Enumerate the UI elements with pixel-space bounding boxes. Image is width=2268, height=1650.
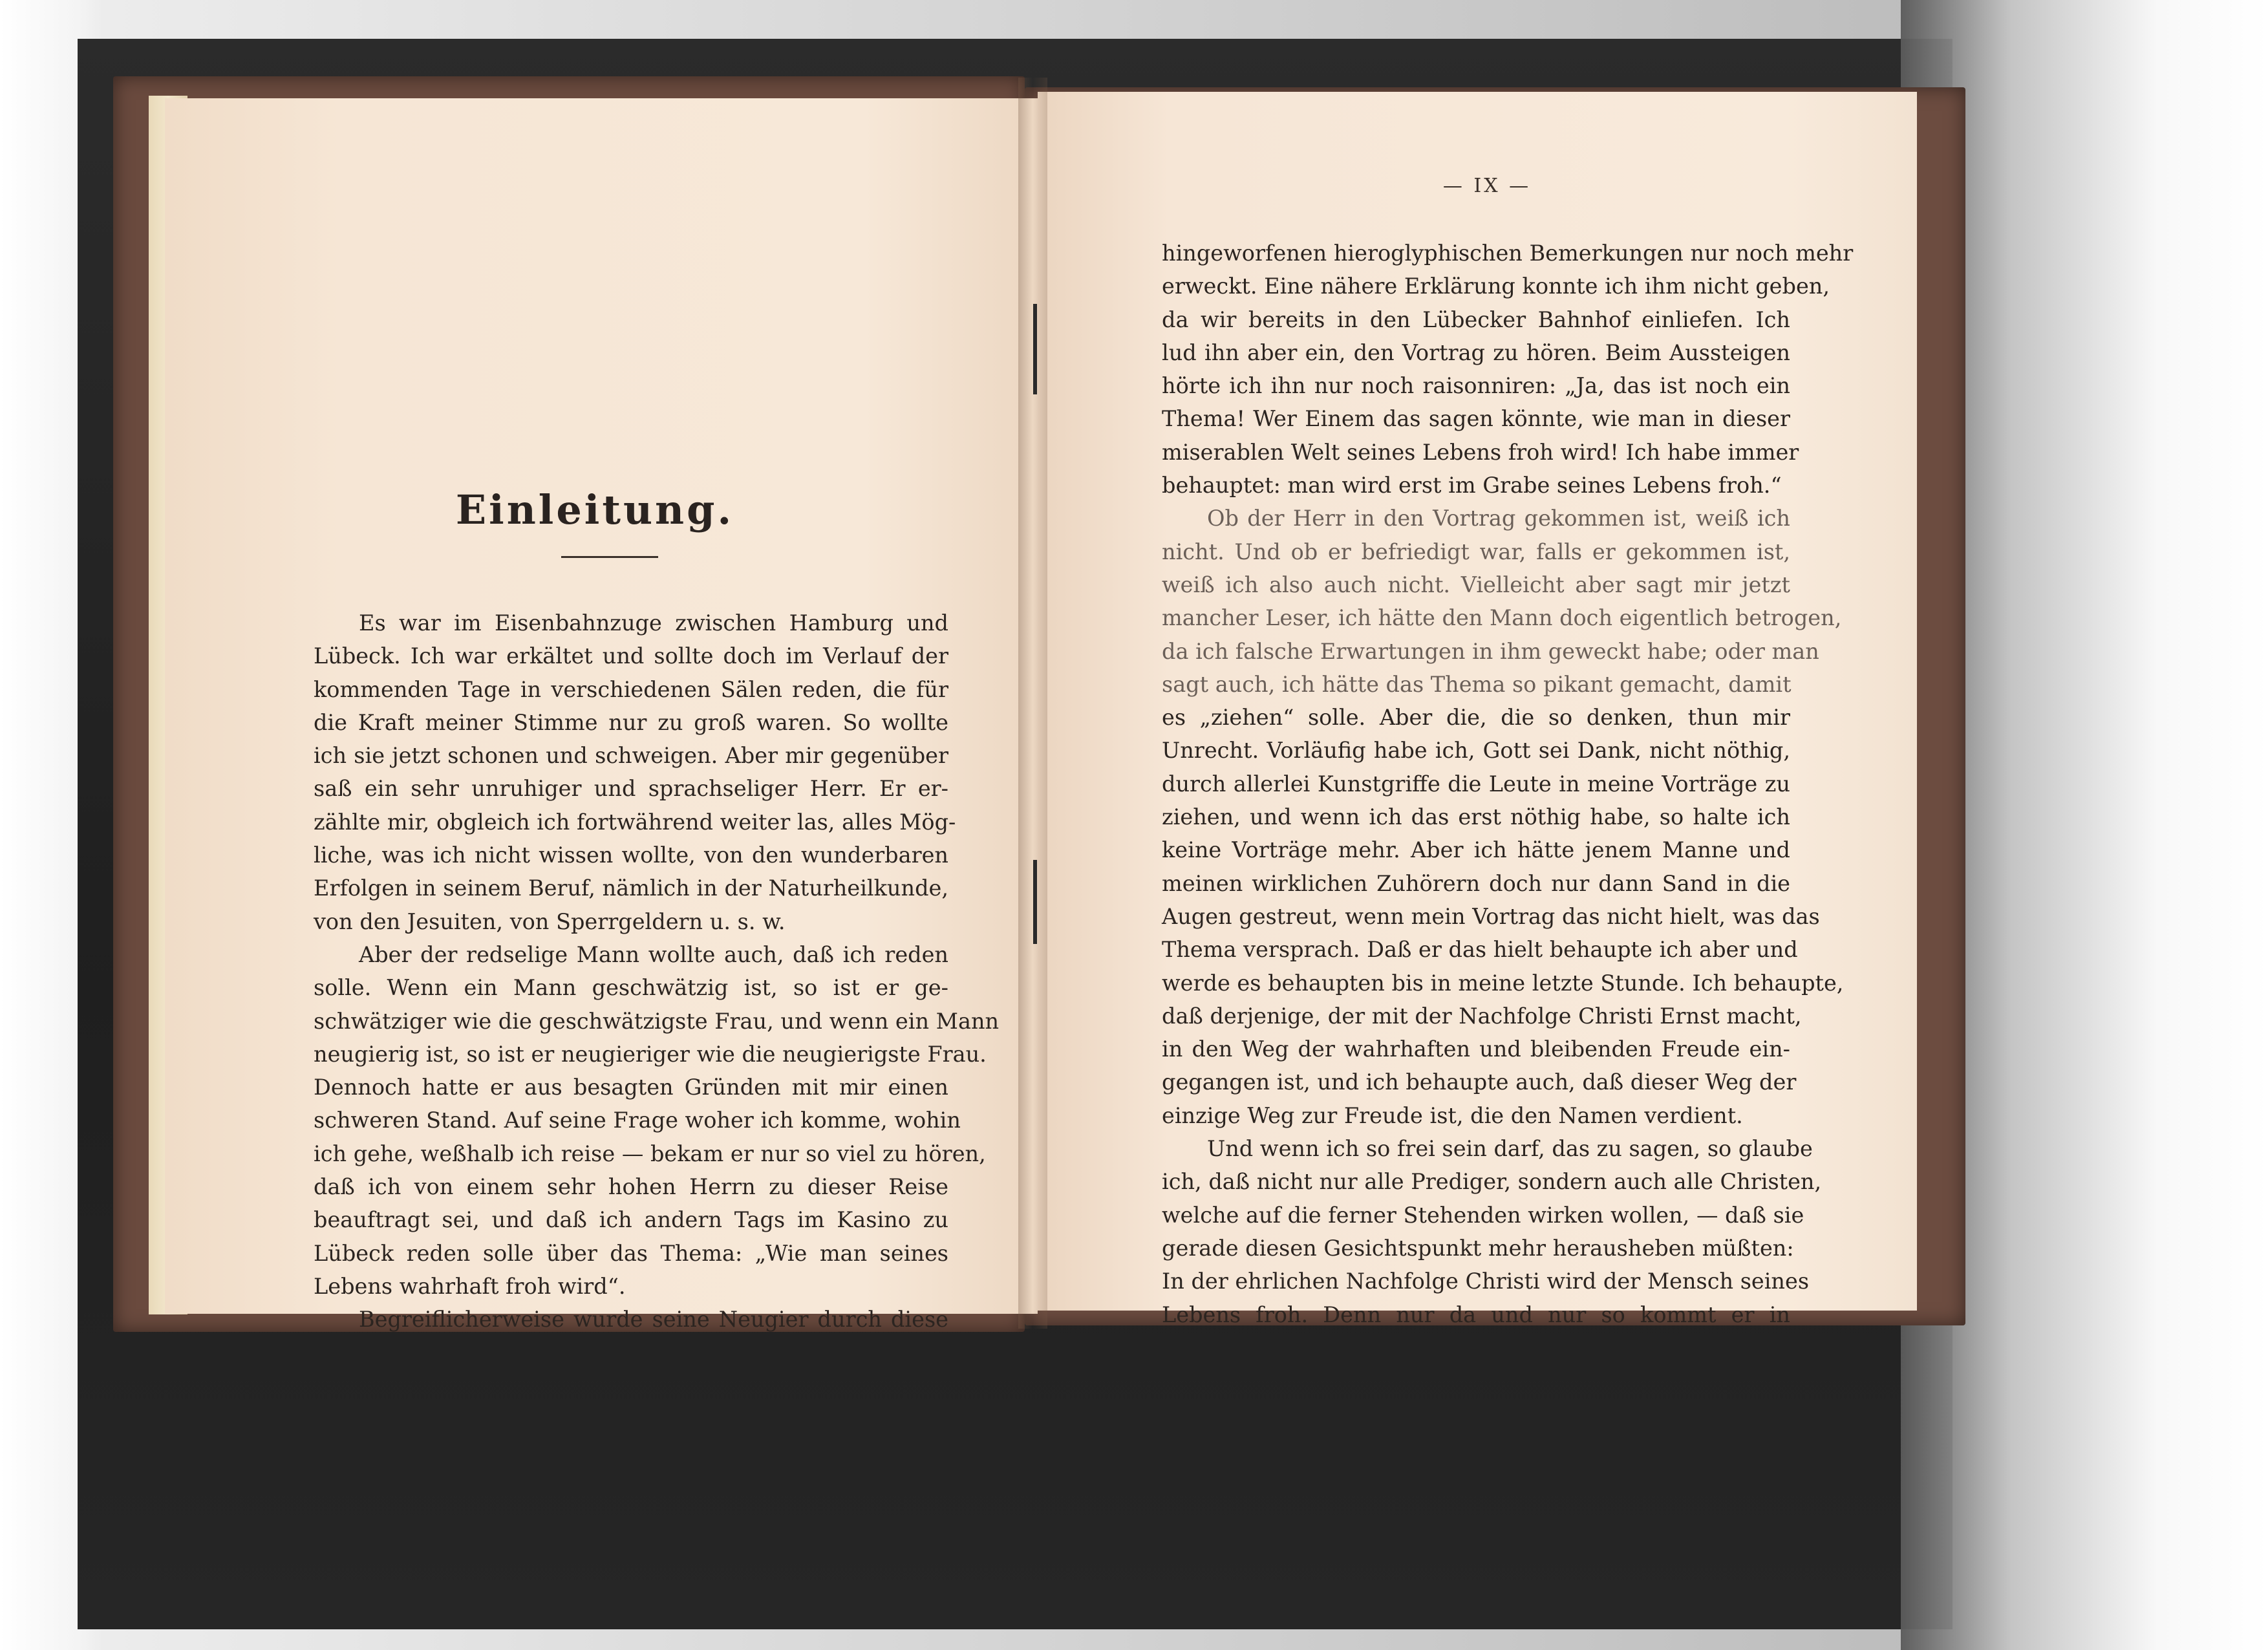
text-line: weiß ich also auch nicht. Vielleicht aber sagt mir jetzt — [1162, 572, 1790, 597]
text-line: ich, daß nicht nur alle Prediger, sondern auch alle Christen, — [1162, 1169, 1822, 1195]
text-line: Unrecht. Vorläufig habe ich, Gott sei Dank, nicht nöthig, — [1162, 738, 1790, 764]
text-line: liche, was ich nicht wissen wollte, von den wunderbaren — [314, 842, 948, 868]
text-line: daß ich von einem sehr hohen Herrn zu dieser Reise — [314, 1174, 948, 1200]
left-page-text — [314, 606, 1000, 1336]
chapter-heading: Einleitung. — [455, 486, 734, 533]
text-line: Dennoch hatte er aus besagten Gründen mit mir einen — [314, 1075, 948, 1100]
text-line: meinen wirklichen Zuhörern doch nur dann Sand in die — [1162, 870, 1790, 896]
page-number: — IX — — [1442, 175, 1532, 197]
text-line: Ob der Herr in den Vortrag gekommen ist, weiß ich — [1207, 506, 1790, 531]
text-line: Thema versprach. Daß er das hielt behaupte ich aber und — [1162, 937, 1798, 963]
text-line: in den Weg der wahrhaften und bleibenden Freude ein- — [1162, 1036, 1790, 1062]
text-line: hingeworfenen hieroglyphischen Bemerkungen nur noch mehr — [1162, 241, 1854, 266]
text-line: Thema! Wer Einem das sagen könnte, wie man in dieser — [1162, 406, 1790, 432]
text-line: von den Jesuiten, von Sperrgeldern u. s. w. — [314, 908, 786, 934]
text-line: werde es behaupten bis in meine letzte Stunde. Ich behaupte, — [1162, 970, 1844, 996]
text-line: neugierig ist, so ist er neugieriger wie die neugierigste Frau. — [314, 1041, 987, 1067]
text-line: Lebens froh. Denn nur da und nur so kommt er in — [1162, 1302, 1790, 1327]
text-line: miserablen Welt seines Lebens froh wird! Ich habe immer — [1162, 439, 1799, 465]
text-line: ich sie jetzt schonen und schweigen. Aber mir gegenüber — [314, 743, 948, 769]
text-line: zählte mir, obgleich ich fortwährend weiter las, alles Mög- — [314, 809, 956, 835]
text-line: Es war im Eisenbahnzuge zwischen Hamburg und — [359, 610, 948, 636]
text-line: behauptet: man wird erst im Grabe seines Lebens froh.“ — [1162, 473, 1782, 498]
text-line: nicht. Und ob er befriedigt war, falls er gekommen ist, — [1162, 539, 1790, 564]
text-line: Lübeck. Ich war erkältet und sollte doch im Verlauf der — [314, 643, 948, 669]
text-line: gerade diesen Gesichtspunkt mehr herausheben müßten: — [1162, 1235, 1794, 1261]
text-line: Augen gestreut, wenn mein Vortrag das nicht hielt, was das — [1162, 903, 1820, 929]
text-line: keine Vorträge mehr. Aber ich hätte jenem Manne und — [1162, 837, 1790, 863]
text-line: Aber der redselige Mann wollte auch, daß ich reden — [359, 941, 948, 967]
text-line: solle. Wenn ein Mann geschwätzig ist, so ist er ge- — [314, 975, 948, 1001]
text-line: welche auf die ferner Stehenden wirken wollen, — daß sie — [1162, 1202, 1804, 1228]
gutter-mark — [1033, 304, 1037, 394]
text-line: daß derjenige, der mit der Nachfolge Christi Ernst macht, — [1162, 1003, 1802, 1029]
text-line: die Kraft meiner Stimme nur zu groß waren. So wollte — [314, 709, 948, 735]
text-line: saß ein sehr unruhiger und sprachseliger Herr. Er er- — [314, 776, 948, 802]
text-line: da wir bereits in den Lübecker Bahnhof einliefen. Ich — [1162, 306, 1790, 332]
text-line: gegangen ist, und ich behaupte auch, daß dieser Weg der — [1162, 1069, 1797, 1095]
text-line: lud ihn aber ein, den Vortrag zu hören. Beim Aussteigen — [1162, 339, 1790, 365]
text-line: beauftragt sei, und daß ich andern Tags im Kasino zu — [314, 1207, 948, 1233]
text-line: hörte ich ihn nur noch raisonniren: „Ja, das ist noch ein — [1162, 373, 1790, 399]
text-line: schwätziger wie die geschwätzigste Frau, und wenn ein Mann — [314, 1008, 1000, 1034]
text-line: sagt auch, ich hätte das Thema so pikant gemacht, damit — [1162, 671, 1792, 697]
text-line: da ich falsche Erwartungen in ihm geweckt habe; oder man — [1162, 638, 1819, 664]
text-line: In der ehrlichen Nachfolge Christi wird der Mensch seines — [1162, 1269, 1810, 1294]
text-line: mancher Leser, ich hätte den Mann doch eigentlich betrogen, — [1162, 605, 1842, 631]
heading-rule — [561, 556, 658, 558]
text-line: einzige Weg zur Freude ist, die den Namen verdient. — [1162, 1102, 1743, 1128]
text-line: Begreiflicherweise wurde seine Neugier durch diese — [359, 1307, 948, 1333]
text-line: erweckt. Eine nähere Erklärung konnte ich ihm nicht geben, — [1162, 273, 1830, 299]
text-line: ich gehe, weßhalb ich reise — bekam er nur so viel zu hören, — [314, 1141, 986, 1166]
gutter-mark — [1033, 860, 1037, 944]
text-line: es „ziehen“ solle. Aber die, die so denken, thun mir — [1162, 705, 1790, 731]
text-line: Lebens wahrhaft froh wird“. — [314, 1273, 626, 1299]
text-line: Lübeck reden solle über das Thema: „Wie man seines — [314, 1240, 948, 1266]
text-line: kommenden Tage in verschiedenen Sälen reden, die für — [314, 676, 948, 702]
text-line: Erfolgen in seinem Beruf, nämlich in der Naturheilkunde, — [314, 875, 948, 901]
text-line: Und wenn ich so frei sein darf, das zu sagen, so glaube — [1207, 1136, 1813, 1162]
book-gutter — [1018, 78, 1047, 1329]
text-line: ziehen, und wenn ich das erst nöthig habe, so halte ich — [1162, 804, 1790, 830]
right-page-text — [1162, 237, 1854, 1331]
text-line: schweren Stand. Auf seine Frage woher ich komme, wohin — [314, 1108, 961, 1133]
text-line: durch allerlei Kunstgriffe die Leute in meine Vorträge zu — [1162, 771, 1790, 797]
